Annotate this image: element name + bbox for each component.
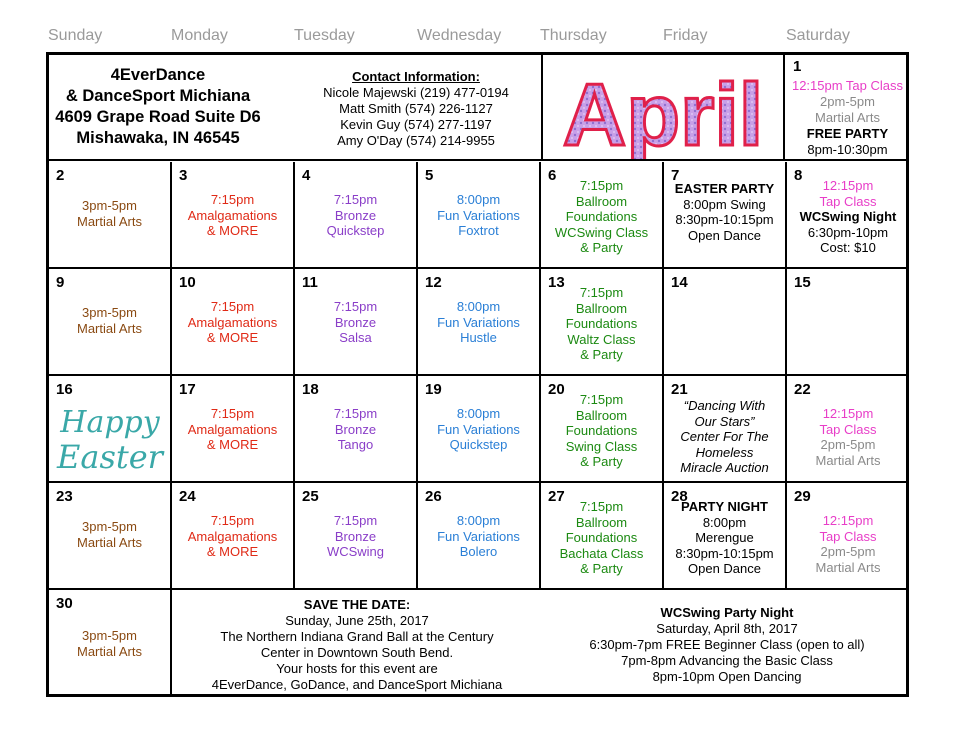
day-cell-17 xyxy=(172,376,295,483)
event-line: Bachata Class xyxy=(559,545,644,561)
event-line: Tap Class xyxy=(819,528,877,544)
event-line: Martial Arts xyxy=(815,559,881,575)
calendar-grid xyxy=(46,52,909,697)
event-line: & MORE xyxy=(206,223,259,238)
day-cell-30 xyxy=(49,590,172,697)
party-line: 8pm-10pm Open Dancing xyxy=(652,669,802,684)
event-line: Martial Arts xyxy=(815,452,881,468)
easter-word: Easter xyxy=(57,438,163,476)
event-line: Amalgamations xyxy=(187,314,278,330)
day-cell-11 xyxy=(295,269,418,376)
event-line: Tap Class xyxy=(819,193,877,209)
day-number: 24 xyxy=(179,488,196,505)
event-line: 7:15pm xyxy=(210,406,255,421)
event-line: & Party xyxy=(580,561,623,576)
event-line: 7:15pm xyxy=(210,513,255,528)
event-line: Open Dance xyxy=(688,227,761,243)
event-line: Martial Arts xyxy=(76,320,142,336)
weekday-tuesday: Tuesday xyxy=(294,27,355,44)
april-title: April xyxy=(562,65,764,159)
day-cell-28 xyxy=(664,483,787,590)
event-line: 8:00pm xyxy=(456,513,501,528)
studio-name-line2: & DanceSport Michiana xyxy=(65,87,251,105)
event-line: Amalgamations xyxy=(187,421,278,437)
event-line: Fun Variations xyxy=(437,421,520,437)
day-number: 8 xyxy=(794,167,803,184)
day-number: 23 xyxy=(56,488,73,505)
event-line: Waltz Class xyxy=(567,331,636,347)
event-line: 2pm-5pm xyxy=(820,437,876,452)
event-line: Martial Arts xyxy=(76,213,142,229)
event-line: Martial Arts xyxy=(76,534,142,550)
event-line: Bronze xyxy=(334,421,377,437)
save-line: Sunday, June 25th, 2017 xyxy=(285,613,429,628)
party-line: 6:30pm-7pm FREE Beginner Class (open to all) xyxy=(589,637,865,652)
day-cell-12 xyxy=(418,269,541,376)
day-number: 13 xyxy=(548,274,565,291)
contact-info xyxy=(311,69,521,149)
day-cell-27 xyxy=(541,483,664,590)
easter-word: Happy xyxy=(60,405,160,440)
event-line: 7:15pm xyxy=(333,299,378,314)
event-line: Tap Class xyxy=(819,421,877,437)
event-line: Bronze xyxy=(334,207,377,223)
party-line: 7pm-8pm Advancing the Basic Class xyxy=(621,653,833,668)
day-number: 26 xyxy=(425,488,442,505)
event-line: 8:00pm Swing xyxy=(683,196,766,212)
day-cell-1 xyxy=(786,55,909,161)
event-line: WCSwing Class xyxy=(554,224,649,240)
day-cell-20 xyxy=(541,376,664,483)
april-banner xyxy=(541,55,785,161)
event-line: FREE PARTY xyxy=(806,126,889,141)
contact-line: Matt Smith (574) 226-1127 xyxy=(339,101,493,116)
event-line: Ballroom xyxy=(575,193,628,209)
event-line: Ballroom xyxy=(575,300,628,316)
event-line: 7:15pm xyxy=(210,299,255,314)
event-line: Martial Arts xyxy=(814,110,880,125)
day-number: 22 xyxy=(794,381,811,398)
event-line: 8:30pm-10:15pm xyxy=(675,212,774,227)
footer-notes xyxy=(172,590,909,697)
day-number: 25 xyxy=(302,488,319,505)
event-line: 7:15pm xyxy=(579,392,624,407)
day-cell-5 xyxy=(418,162,541,269)
day-cell-8 xyxy=(787,162,909,269)
event-line: Bronze xyxy=(334,314,377,330)
day-cell-7 xyxy=(664,162,787,269)
event-line: 8:30pm-10:15pm xyxy=(675,545,774,561)
day-cell-24 xyxy=(172,483,295,590)
day-cell-4 xyxy=(295,162,418,269)
event-line: Bronze xyxy=(334,528,377,544)
weekday-monday: Monday xyxy=(171,27,228,44)
day-number: 9 xyxy=(56,274,65,291)
event-line: Quickstep xyxy=(326,223,385,238)
event-line: 3pm-5pm xyxy=(82,519,137,534)
event-line: Tango xyxy=(337,437,374,452)
day-number: 12 xyxy=(425,274,442,291)
day-number: 3 xyxy=(179,167,188,184)
event-line: 8:00pm xyxy=(702,514,747,530)
event-line: 12:15pm xyxy=(822,513,874,528)
event-line: Amalgamations xyxy=(187,207,278,223)
happy-easter-graphic xyxy=(52,398,170,478)
event-line: Quickstep xyxy=(449,437,508,452)
save-the-date xyxy=(172,597,542,693)
event-line: Cost: $10 xyxy=(820,240,876,255)
day-cell-22 xyxy=(787,376,909,483)
event-line: Foundations xyxy=(565,316,638,331)
contact-line: Nicole Majewski (219) 477-0194 xyxy=(323,85,509,100)
weekday-sunday: Sunday xyxy=(48,27,103,44)
day-number: 4 xyxy=(302,167,311,184)
event-line: “Dancing With xyxy=(683,398,766,413)
event-line: 8:00pm xyxy=(456,406,501,421)
event-line: 7:15pm xyxy=(333,513,378,528)
event-line: Fun Variations xyxy=(437,314,520,330)
day-cell-19 xyxy=(418,376,541,483)
day-number: 6 xyxy=(548,167,557,184)
day-cell-3 xyxy=(172,162,295,269)
day-number: 27 xyxy=(548,488,565,505)
event-line: Ballroom xyxy=(575,514,628,530)
save-line: 4EverDance, GoDance, and DanceSport Michiana xyxy=(211,677,503,692)
contact-line: Amy O'Day (574) 214-9955 xyxy=(337,133,495,148)
event-line: Foundations xyxy=(565,209,638,224)
event-line: 7:15pm xyxy=(579,499,624,514)
day-number: 7 xyxy=(671,167,680,184)
contact-line: Kevin Guy (574) 277-1197 xyxy=(340,117,492,132)
april-title-graphic xyxy=(543,55,783,159)
wcswing-party-night xyxy=(552,605,902,685)
day-number: 19 xyxy=(425,381,442,398)
event-line: Ballroom xyxy=(575,407,628,423)
day-number: 20 xyxy=(548,381,565,398)
event-line: Hustle xyxy=(460,330,497,345)
day-number: 5 xyxy=(425,167,434,184)
day-cell-16 xyxy=(49,376,172,483)
event-line: Swing Class xyxy=(565,438,638,454)
header-row xyxy=(49,55,786,161)
day-number: 10 xyxy=(179,274,196,291)
day-number: 16 xyxy=(56,381,73,398)
save-line: The Northern Indiana Grand Ball at the Century xyxy=(220,629,494,644)
event-line: 3pm-5pm xyxy=(82,305,137,320)
event-line: 8pm-10:30pm xyxy=(807,142,888,157)
event-line: EASTER PARTY xyxy=(674,181,775,196)
event-line: Center For The xyxy=(680,429,769,444)
studio-address-line1: 4609 Grape Road Suite D6 xyxy=(55,108,261,126)
event-line: & Party xyxy=(580,454,623,469)
event-line: & MORE xyxy=(206,437,259,452)
event-line: 7:15pm xyxy=(579,285,624,300)
save-line: Center in Downtown South Bend. xyxy=(260,645,454,660)
event-line: 7:15pm xyxy=(333,406,378,421)
event-line: & Party xyxy=(580,347,623,362)
event-line: 7:15pm xyxy=(579,178,624,193)
day-cell-2 xyxy=(49,162,172,269)
day-cell-25 xyxy=(295,483,418,590)
event-line: PARTY NIGHT xyxy=(681,499,768,514)
event-line: Fun Variations xyxy=(437,528,520,544)
day-cell-13 xyxy=(541,269,664,376)
event-line: & MORE xyxy=(206,330,259,345)
event-line: WCSwing Night xyxy=(799,209,897,224)
contact-title: Contact Information: xyxy=(352,69,480,84)
event-line: Open Dance xyxy=(688,561,761,576)
day-number: 18 xyxy=(302,381,319,398)
event-line: 12:15pm xyxy=(822,406,874,421)
event-line: 6:30pm-10pm xyxy=(807,224,889,240)
day-cell-10 xyxy=(172,269,295,376)
event-line: 8:00pm xyxy=(456,192,501,207)
day-number: 15 xyxy=(794,274,811,291)
day-number: 1 xyxy=(793,58,802,75)
event-line: & Party xyxy=(580,240,623,255)
day-cell-26 xyxy=(418,483,541,590)
day-number: 11 xyxy=(302,274,318,291)
event-line: 2pm-5pm xyxy=(820,544,876,559)
day-number: 29 xyxy=(794,488,811,505)
event-line: Miracle Auction xyxy=(680,460,769,475)
day-cell-18 xyxy=(295,376,418,483)
event-line: 12:15pm xyxy=(822,178,874,193)
studio-info xyxy=(53,65,263,149)
event-line: WCSwing xyxy=(326,544,385,559)
weekday-saturday: Saturday xyxy=(786,27,851,44)
day-cell-29 xyxy=(787,483,909,590)
weekday-wednesday: Wednesday xyxy=(417,27,502,44)
day-number: 30 xyxy=(56,595,73,612)
event-line: Bolero xyxy=(459,544,498,559)
party-line: Saturday, April 8th, 2017 xyxy=(656,621,798,636)
event-line: Martial Arts xyxy=(76,644,142,659)
event-line: 7:15pm xyxy=(210,192,255,207)
event-line: Merengue xyxy=(695,530,754,545)
weekday-friday: Friday xyxy=(663,27,708,44)
day-cell-6 xyxy=(541,162,664,269)
weekday-header xyxy=(48,27,910,47)
studio-name-line1: 4EverDance xyxy=(110,66,206,84)
party-title: WCSwing Party Night xyxy=(660,605,794,620)
event-line: 2pm-5pm xyxy=(820,94,875,109)
weekday-thursday: Thursday xyxy=(540,27,607,44)
event-line: Our Stars” xyxy=(694,413,755,429)
day-number: 17 xyxy=(179,381,196,398)
day-cell-21 xyxy=(664,376,787,483)
event-line: Fun Variations xyxy=(437,207,520,223)
event-line: Homeless xyxy=(695,444,754,460)
day-cell-14 xyxy=(664,269,787,376)
day-cell-9 xyxy=(49,269,172,376)
event-line: 3pm-5pm xyxy=(82,628,137,643)
save-line: Your hosts for this event are xyxy=(276,661,438,676)
event-line: Salsa xyxy=(339,330,372,345)
event-line: Foundations xyxy=(565,423,638,438)
event-line: & MORE xyxy=(206,544,259,559)
event-line: Foxtrot xyxy=(458,223,499,238)
event-line: 7:15pm xyxy=(333,192,378,207)
day-number: 2 xyxy=(56,167,65,184)
event-line: 12:15pm Tap Class xyxy=(791,78,904,93)
event-line: 8:00pm xyxy=(456,299,501,314)
save-the-date-title: SAVE THE DATE: xyxy=(303,597,411,612)
event-line: Amalgamations xyxy=(187,528,278,544)
day-cell-15 xyxy=(787,269,909,376)
day-number: 21 xyxy=(671,381,688,398)
day-cell-23 xyxy=(49,483,172,590)
event-line: Foundations xyxy=(565,530,638,545)
day-number: 14 xyxy=(671,274,688,291)
studio-address-line2: Mishawaka, IN 46545 xyxy=(76,129,240,147)
event-line: 3pm-5pm xyxy=(82,198,137,213)
day-number: 28 xyxy=(671,488,688,505)
